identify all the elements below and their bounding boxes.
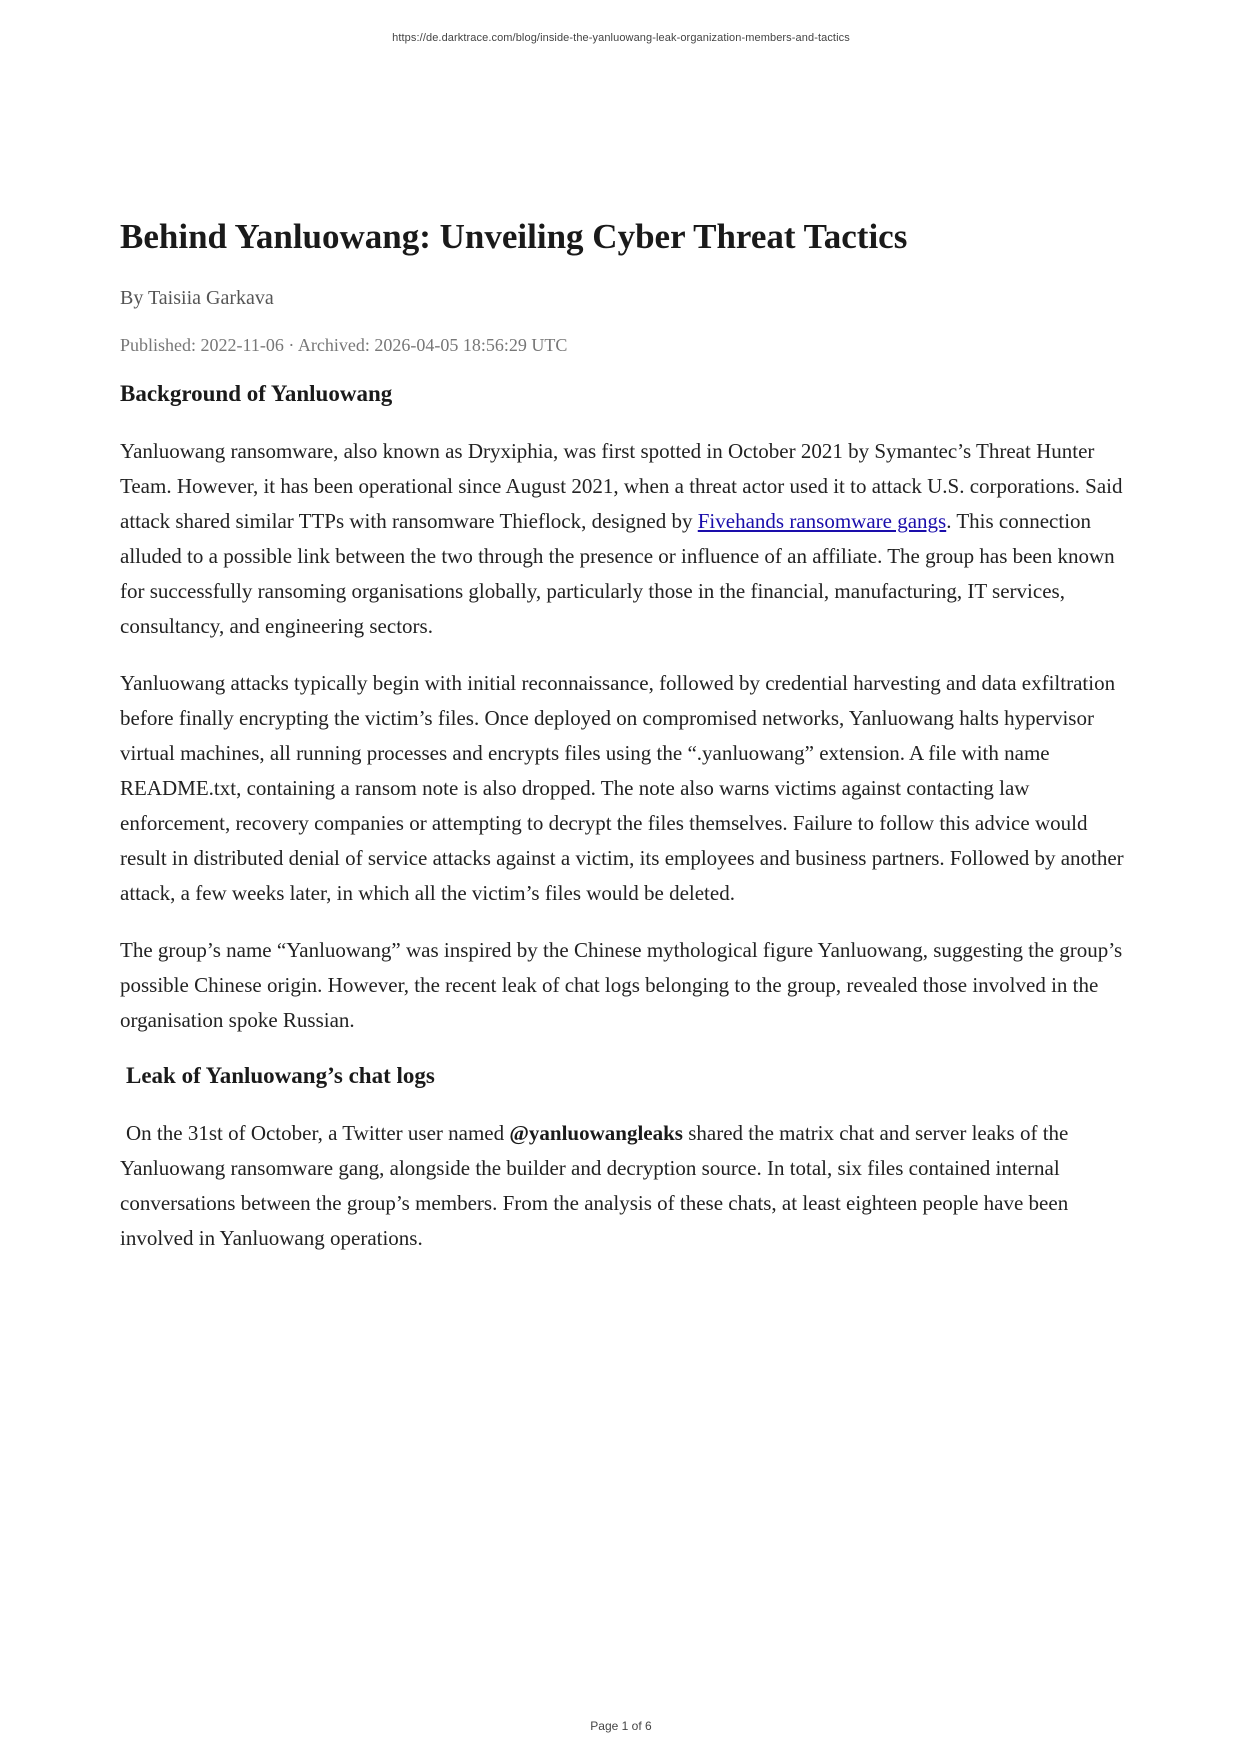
paragraph-text: . This connection alluded to a possible link between the two through the presence or influence of an affiliate. The group has been known for successfully ransoming organisations globally, particularly those in the financial, manufacturing, IT services, consultancy, and engineering sectors. [120, 509, 1115, 638]
section-heading-leak: Leak of Yanluowang’s chat logs [126, 1063, 435, 1088]
twitter-handle: @yanluowangleaks [509, 1121, 683, 1145]
paragraph-text: On the 31st of October, a Twitter user named [126, 1121, 510, 1145]
published-label: Published: [120, 335, 201, 355]
page-number: Page 1 of 6 [590, 1719, 652, 1733]
archived-label: Archived: [297, 335, 375, 355]
byline [120, 284, 1130, 312]
paragraph-text: Yanluowang ransomware, also known as Dryxiphia, was first spotted in October 2021 by Symantec’s Threat Hunter Team. However, it has been operational since August 2021, when a threat actor used it to attack U.S. corporations. Said attack shared similar TTPs with ransomware Thieflock, designed by [120, 439, 1123, 533]
article-title: Behind Yanluowang: Unveiling Cyber Threat Tactics [120, 217, 908, 256]
section-heading-background: Background of Yanluowang [120, 381, 393, 406]
byline-prefix: By [120, 287, 148, 309]
article [120, 212, 1130, 1256]
paragraph-text: shared the matrix chat and server leaks of the Yanluowang ransomware gang, alongside the builder and decryption source. In total, six files contained internal conversations between the group’s members. From the analysis of these chats, at least eighteen people have been involved in Yanluowang operations. [120, 1121, 1069, 1250]
author-name: Taisiia Garkava [147, 287, 274, 309]
paragraph-background-3: The group’s name “Yanluowang” was inspired by the Chinese mythological figure Yanluowang, suggesting the group’s possible Chinese origin. However, the recent leak of chat logs belonging to the group, revealed those involved in the organisation spoke Russian. [120, 938, 1123, 1032]
publication-meta [120, 332, 1130, 358]
fivehands-link[interactable]: Fivehands ransomware gangs [697, 509, 947, 533]
archived-date: 2026-04-05 18:56:29 UTC [374, 335, 568, 355]
page-url: https://de.darktrace.com/blog/inside-the-yanluowang-leak-organization-members-and-tactics [392, 32, 850, 44]
published-date: 2022-11-06 [200, 335, 284, 355]
paragraph-leak-1 [120, 1116, 1130, 1256]
meta-separator: · [283, 335, 298, 355]
paragraph-background-1 [120, 434, 1130, 644]
paragraph-background-2: Yanluowang attacks typically begin with initial reconnaissance, followed by credential harvesting and data exfiltration before finally encrypting the victim’s files. Once deployed on compromised networks, Yanluowang halts hypervisor virtual machines, all running processes and encrypts files using the “.yanluowang” extension. A file with name README.txt, containing a ransom note is also dropped. The note also warns victims against contacting law enforcement, recovery companies or attempting to decrypt the files themselves. Failure to follow this advice would result in distributed denial of service attacks against a victim, its employees and business partners. Followed by another attack, a few weeks later, in which all the victim’s files would be deleted. [120, 671, 1124, 905]
